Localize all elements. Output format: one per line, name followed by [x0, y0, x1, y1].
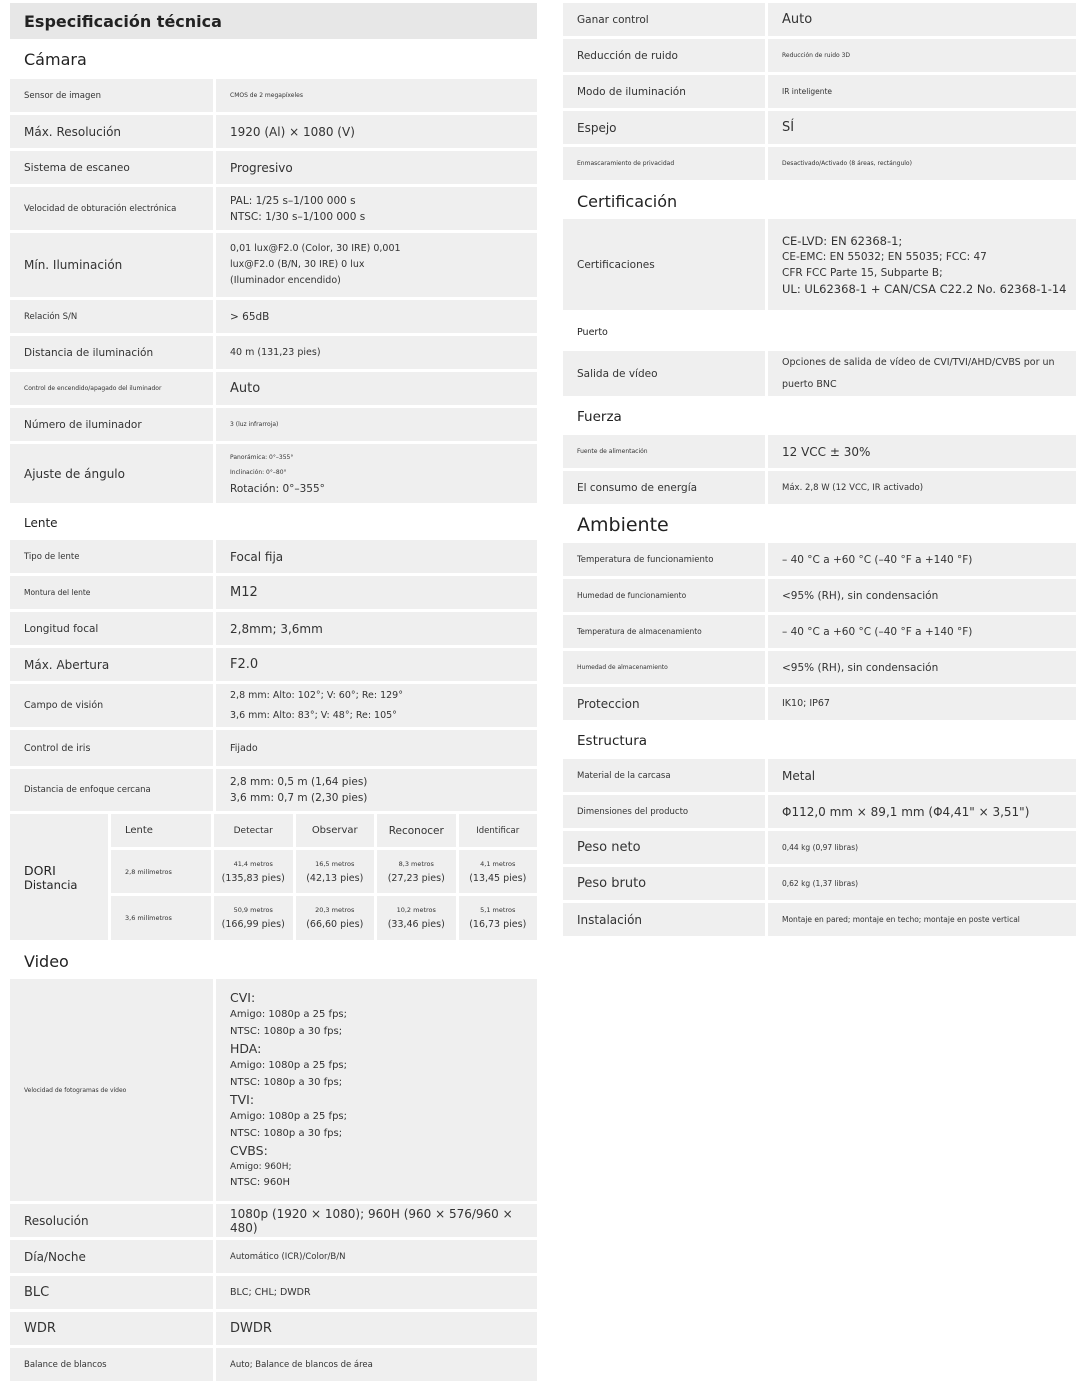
- spec-value: Focal fija: [216, 540, 537, 573]
- spec-row: [10, 576, 537, 609]
- spec-row: [563, 543, 1076, 576]
- spec-value: IK10; IP67: [768, 687, 1076, 720]
- spec-key: Modo de iluminación: [563, 75, 765, 108]
- spec-value: SÍ: [768, 111, 1076, 144]
- spec-value: [216, 233, 537, 297]
- value-line: 3,6 mm: Alto: 83°; V: 48°; Re: 105°: [230, 709, 397, 721]
- spec-key: Reducción de ruido: [563, 39, 765, 72]
- spec-row: [563, 615, 1076, 648]
- spec-value: 3 (luz infrarroja): [216, 408, 537, 441]
- value-line: Amigo: 1080p a 25 fps;: [230, 1060, 348, 1071]
- value-line: NTSC: 1/30 s–1/100 000 s: [230, 210, 366, 223]
- dori-grid: [111, 814, 537, 940]
- spec-value: BLC; CHL; DWDR: [216, 1276, 537, 1309]
- value-line: PAL: 1/25 s–1/100 000 s: [230, 194, 356, 207]
- spec-key: Control de iris: [10, 730, 213, 766]
- dori-header-observe: Observar: [296, 814, 375, 847]
- spec-row: [10, 187, 537, 230]
- dori-lens-cell: 3,6 milímetros: [111, 896, 211, 940]
- spec-row: [10, 979, 537, 1201]
- spec-value: [768, 219, 1076, 310]
- value-line: TVI:: [230, 1092, 255, 1107]
- dori-cell-ft: (135,83 pies): [221, 872, 285, 884]
- spec-key: El consumo de energía: [563, 471, 765, 504]
- value-line: HDA:: [230, 1041, 262, 1056]
- dori-cell: [459, 850, 538, 893]
- page-title: Especificación técnica: [10, 3, 537, 39]
- dori-cell-ft: (16,73 pies): [469, 919, 527, 930]
- spec-row: [563, 435, 1076, 468]
- value-line: CE-LVD: EN 62368-1;: [782, 233, 903, 248]
- spec-value: Φ112,0 mm × 89,1 mm (Φ4,41" × 3,51"): [768, 795, 1076, 828]
- spec-row: [563, 867, 1076, 900]
- value-line: NTSC: 960H: [230, 1177, 291, 1188]
- spec-row: [563, 687, 1076, 720]
- dori-cell-ft: (33,46 pies): [387, 919, 445, 930]
- spec-key: Humedad de funcionamiento: [563, 579, 765, 612]
- spec-row: [10, 233, 537, 297]
- dori-header-detect: Detectar: [214, 814, 293, 847]
- spec-key: Distancia de enfoque cercana: [10, 769, 213, 811]
- section-heading-camera: Cámara: [24, 49, 87, 69]
- spec-row: [10, 540, 537, 573]
- dori-header-row: [111, 814, 537, 847]
- value-line: Rotación: 0°–355°: [230, 482, 325, 495]
- dori-label-line: DORI: [24, 862, 56, 878]
- dori-cell: [296, 896, 375, 940]
- spec-value: [216, 187, 537, 230]
- spec-row: [10, 408, 537, 441]
- value-line: CFR FCC Parte 15, Subparte B;: [782, 266, 943, 279]
- spec-row: [10, 372, 537, 405]
- spec-key: Ganar control: [563, 3, 765, 36]
- spec-row: [10, 1204, 537, 1237]
- spec-row: [10, 444, 537, 503]
- spec-row: [10, 336, 537, 369]
- spec-row: [10, 115, 537, 148]
- spec-row: [10, 612, 537, 645]
- dori-cell: [214, 896, 293, 940]
- spec-value: [216, 444, 537, 503]
- spec-key: Espejo: [563, 111, 765, 144]
- spec-key: Día/Noche: [10, 1240, 213, 1273]
- spec-value: <95% (RH), sin condensación: [768, 651, 1076, 684]
- value-line: Inclinación: 0°–80°: [230, 468, 287, 476]
- spec-key: Distancia de iluminación: [10, 336, 213, 369]
- value-line: puerto BNC: [782, 378, 837, 390]
- spec-key: Máx. Abertura: [10, 648, 213, 681]
- dori-cell-m: 5,1 metros: [480, 906, 516, 914]
- spec-value: Reducción de ruido 3D: [768, 39, 1076, 72]
- dori-label: [10, 814, 108, 940]
- spec-value: M12: [216, 576, 537, 609]
- section-heading-certification: Certificación: [577, 191, 678, 211]
- dori-cell-m: 41,4 metros: [233, 859, 273, 868]
- spec-value: 12 VCC ± 30%: [768, 435, 1076, 468]
- value-line: CVBS:: [230, 1143, 268, 1158]
- value-line: 2,8 mm: 0,5 m (1,64 pies): [230, 776, 368, 788]
- spec-value: F2.0: [216, 648, 537, 681]
- spec-row: [563, 795, 1076, 828]
- spec-row: [563, 3, 1076, 36]
- spec-value: 0,44 kg (0,97 libras): [768, 831, 1076, 864]
- dori-cell: [377, 896, 456, 940]
- section-heading-environment: Ambiente: [577, 514, 669, 536]
- spec-value: Desactivado/Activado (8 áreas, rectángulo): [768, 147, 1076, 180]
- spec-key: WDR: [10, 1312, 213, 1345]
- dori-header-identify: Identificar: [459, 814, 538, 847]
- section-heading-video: Video: [24, 951, 69, 971]
- spec-row: [10, 151, 537, 184]
- spec-row: [563, 579, 1076, 612]
- value-line: 3,6 mm: 0,7 m (2,30 pies): [230, 792, 368, 804]
- value-line: Amigo: 1080p a 25 fps;: [230, 1009, 348, 1020]
- spec-row: [10, 1312, 537, 1345]
- value-line: CE-EMC: EN 55032; EN 55035; FCC: 47: [782, 250, 987, 263]
- dori-header-lens: Lente: [111, 814, 211, 847]
- spec-row: [10, 684, 537, 727]
- spec-value: [216, 769, 537, 811]
- dori-cell: [214, 850, 293, 893]
- spec-key: Máx. Resolución: [10, 115, 213, 148]
- dori-cell-m: 20,3 metros: [315, 906, 355, 914]
- spec-row: [10, 769, 537, 811]
- spec-row: [10, 1276, 537, 1309]
- spec-row: [563, 75, 1076, 108]
- dori-cell-ft: (13,45 pies): [469, 872, 527, 884]
- dori-cell-ft: (27,23 pies): [387, 872, 445, 884]
- spec-value: CMOS de 2 megapíxeles: [216, 79, 537, 112]
- spec-key: Instalación: [563, 903, 765, 936]
- value-line: NTSC: 1080p a 30 fps;: [230, 1128, 343, 1139]
- spec-row: [10, 300, 537, 333]
- dori-lens-cell: 2,8 milímetros: [111, 850, 211, 893]
- spec-key: Fuente de alimentación: [563, 435, 765, 468]
- spec-value: > 65dB: [216, 300, 537, 333]
- value-line: Amigo: 1080p a 25 fps;: [230, 1111, 348, 1122]
- section-heading-port: Puerto: [577, 326, 608, 338]
- spec-row: [10, 730, 537, 766]
- spec-row: [10, 648, 537, 681]
- spec-value: 1080p (1920 × 1080); 960H (960 × 576/960 × 480): [216, 1204, 537, 1237]
- spec-value: Progresivo: [216, 151, 537, 184]
- spec-value: 2,8mm; 3,6mm: [216, 612, 537, 645]
- spec-value: Auto: [216, 372, 537, 405]
- spec-row: [563, 147, 1076, 180]
- spec-key: Sistema de escaneo: [10, 151, 213, 184]
- value-line: NTSC: 1080p a 30 fps;: [230, 1077, 343, 1088]
- spec-value: <95% (RH), sin condensación: [768, 579, 1076, 612]
- spec-value: – 40 °C a +60 °C (–40 °F a +140 °F): [768, 615, 1076, 648]
- spec-key: BLC: [10, 1276, 213, 1309]
- spec-key: Humedad de almacenamiento: [563, 651, 765, 684]
- dori-cell-m: 4,1 metros: [480, 859, 516, 868]
- left-column: [10, 0, 537, 1384]
- section-heading-lens: Lente: [24, 516, 58, 530]
- spec-key: Enmascaramiento de privacidad: [563, 147, 765, 180]
- spec-key: Salida de vídeo: [563, 351, 765, 396]
- spec-row: [563, 471, 1076, 504]
- spec-value: 0,62 kg (1,37 libras): [768, 867, 1076, 900]
- spec-key: Velocidad de obturación electrónica: [10, 187, 213, 230]
- section-heading-power: Fuerza: [577, 409, 622, 425]
- spec-row: [563, 651, 1076, 684]
- spec-key: Número de iluminador: [10, 408, 213, 441]
- dori-cell: [459, 896, 538, 940]
- spec-value: Auto: [768, 3, 1076, 36]
- spec-key: Velocidad de fotogramas de vídeo: [10, 979, 213, 1201]
- value-line: (Iluminador encendido): [230, 275, 341, 286]
- spec-row: [10, 1348, 537, 1381]
- spec-row: [563, 831, 1076, 864]
- spec-key: Temperatura de funcionamiento: [563, 543, 765, 576]
- spec-key: Material de la carcasa: [563, 759, 765, 792]
- spec-key: Longitud focal: [10, 612, 213, 645]
- dori-header-recognize: Reconocer: [377, 814, 456, 847]
- spec-value: Automático (ICR)/Color/B/N: [216, 1240, 537, 1273]
- spec-key: Montura del lente: [10, 576, 213, 609]
- spec-value: IR inteligente: [768, 75, 1076, 108]
- spec-key: Proteccion: [563, 687, 765, 720]
- dori-label-line: Distancia: [24, 877, 78, 892]
- spec-key: Peso neto: [563, 831, 765, 864]
- dori-table: [10, 814, 537, 940]
- spec-value: DWDR: [216, 1312, 537, 1345]
- dori-cell-ft: (42,13 pies): [306, 872, 364, 884]
- spec-key: Peso bruto: [563, 867, 765, 900]
- spec-key: Control de encendido/apagado del iluminador: [10, 372, 213, 405]
- spec-key: Tipo de lente: [10, 540, 213, 573]
- spec-row: [563, 351, 1076, 396]
- dori-cell-m: 8,3 metros: [398, 859, 434, 868]
- value-line: 0,01 lux@F2.0 (Color, 30 IRE) 0,001: [230, 243, 401, 254]
- spec-key: Ajuste de ángulo: [10, 444, 213, 503]
- value-line: 2,8 mm: Alto: 102°; V: 60°; Re: 129°: [230, 689, 403, 701]
- spec-row: [563, 903, 1076, 936]
- right-column: [563, 0, 1076, 939]
- spec-row: [10, 1240, 537, 1273]
- value-line: Opciones de salida de vídeo de CVI/TVI/AHD/CVBS por un: [782, 356, 1055, 368]
- spec-value: Máx. 2,8 W (12 VCC, IR activado): [768, 471, 1076, 504]
- spec-key: Sensor de imagen: [10, 79, 213, 112]
- spec-value: 1920 (Al) × 1080 (V): [216, 115, 537, 148]
- spec-value: [768, 351, 1076, 396]
- value-line: lux@F2.0 (B/N, 30 IRE) 0 lux: [230, 259, 365, 270]
- section-heading-structure: Estructura: [577, 733, 648, 749]
- value-line: Amigo: 960H;: [230, 1162, 292, 1172]
- spec-key: Relación S/N: [10, 300, 213, 333]
- value-line: Panorámica: 0°–355°: [230, 453, 294, 461]
- spec-value: 40 m (131,23 pies): [216, 336, 537, 369]
- spec-value: Fijado: [216, 730, 537, 766]
- spec-row: [563, 219, 1076, 310]
- spec-value: Montaje en pared; montaje en techo; montaje en poste vertical: [768, 903, 1076, 936]
- spec-value: [216, 979, 537, 1201]
- spec-row: [10, 79, 537, 112]
- spec-row: [563, 759, 1076, 792]
- dori-cell-m: 16,5 metros: [315, 859, 355, 868]
- spec-key: Balance de blancos: [10, 1348, 213, 1381]
- spec-value: Metal: [768, 759, 1076, 792]
- spec-key: Campo de visión: [10, 684, 213, 727]
- value-line: CVI:: [230, 990, 256, 1005]
- dori-cell-m: 50,9 metros: [233, 906, 273, 914]
- dori-row: [111, 850, 537, 893]
- spec-key: Mín. Iluminación: [10, 233, 213, 297]
- spec-key: Resolución: [10, 1204, 213, 1237]
- dori-row: [111, 896, 537, 940]
- dori-cell: [377, 850, 456, 893]
- spec-value: Auto; Balance de blancos de área: [216, 1348, 537, 1381]
- spec-key: Temperatura de almacenamiento: [563, 615, 765, 648]
- dori-cell-m: 10,2 metros: [396, 906, 436, 914]
- spec-row: [563, 111, 1076, 144]
- value-line: NTSC: 1080p a 30 fps;: [230, 1026, 343, 1037]
- dori-cell: [296, 850, 375, 893]
- dori-cell-ft: (66,60 pies): [306, 919, 364, 930]
- dori-cell-ft: (166,99 pies): [221, 919, 285, 930]
- spec-value: [216, 684, 537, 727]
- spec-value: – 40 °C a +60 °C (–40 °F a +140 °F): [768, 543, 1076, 576]
- spec-row: [563, 39, 1076, 72]
- value-line: UL: UL62368-1 + CAN/CSA C22.2 No. 62368-1-14: [782, 281, 1067, 296]
- spec-key: Certificaciones: [563, 219, 765, 310]
- spec-key: Dimensiones del producto: [563, 795, 765, 828]
